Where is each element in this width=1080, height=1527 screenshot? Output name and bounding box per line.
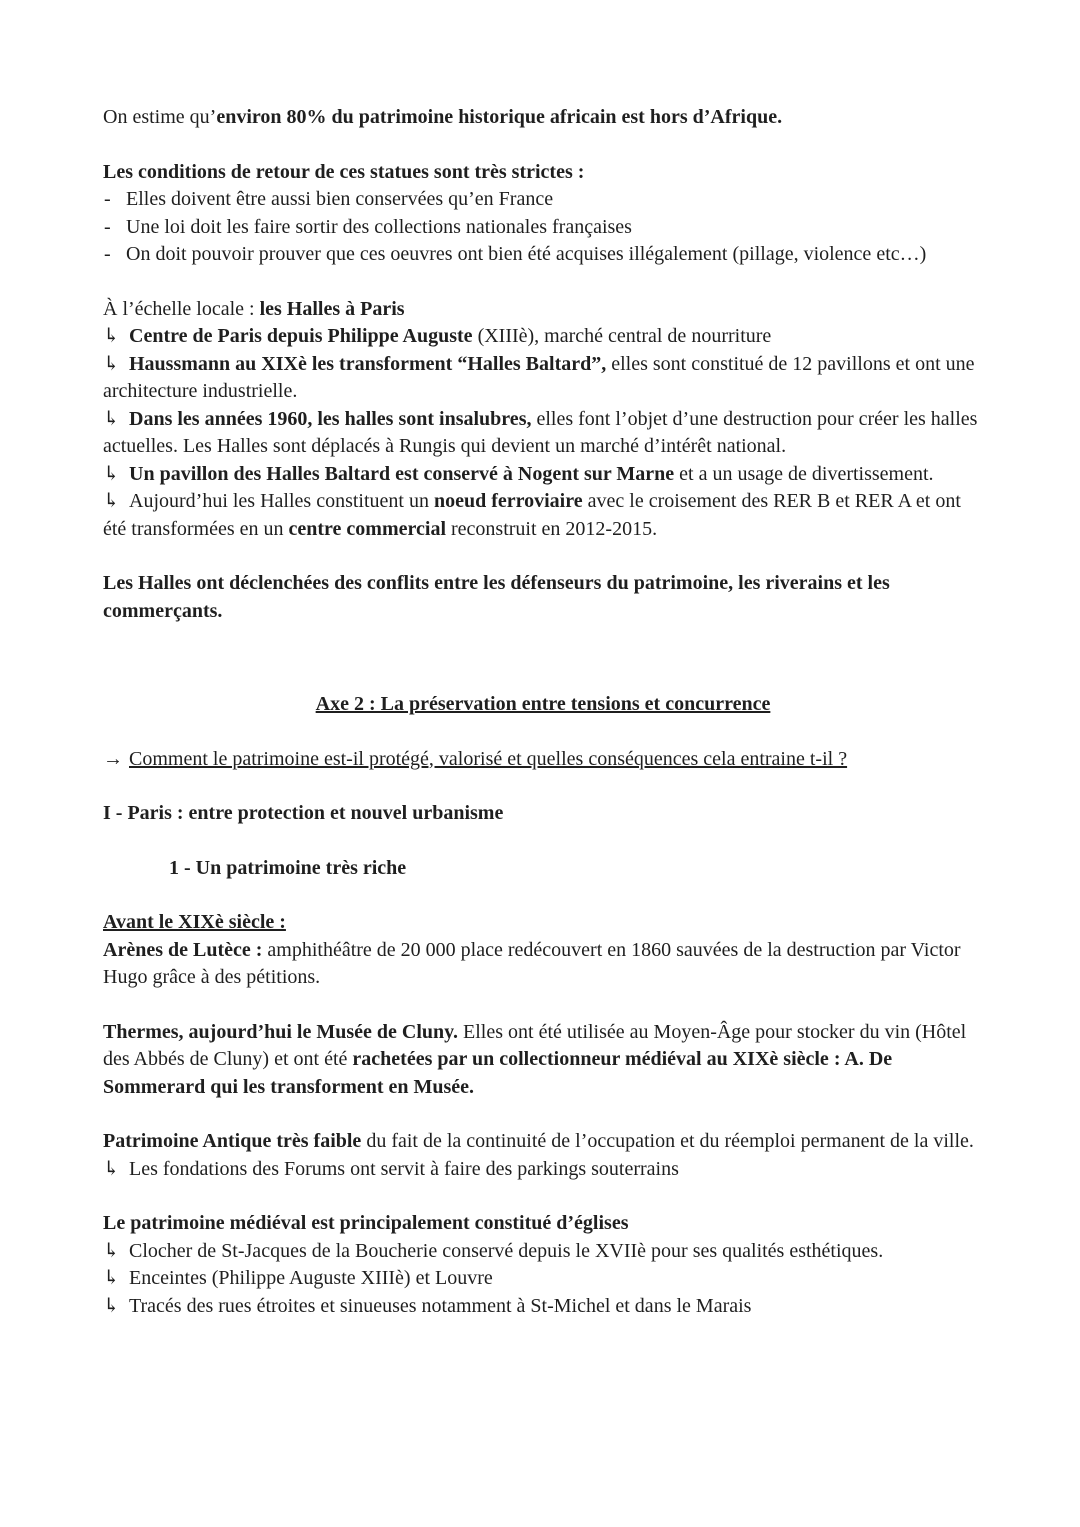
- subsection-heading: 1 - Un patrimoine très riche: [169, 856, 407, 879]
- antique-paragraph: Patrimoine Antique très faible du fait de la continuité de l’occupation et du réemploi permanent de la ville.: [103, 1130, 974, 1152]
- hook-arrow-icon: ↳: [103, 407, 120, 430]
- halles-line-2: ↳ Haussmann au XIXè les transforment “Halles Baltard”, elles sont constitué de 12 pavillons et ont une architecture industrielle.: [103, 352, 975, 402]
- medieval-title: Le patrimoine médiéval est principalement constitué d’églises: [103, 1212, 629, 1234]
- medieval-line-2: ↳ Enceintes (Philippe Auguste XIIIè) et Louvre: [103, 1265, 983, 1293]
- hook-arrow-icon: ↳: [103, 1239, 120, 1262]
- halles-line-3: ↳ Dans les années 1960, les halles sont insalubres, elles font l’objet d’une destruction pour créer les halles actuelles. Les Halles sont déplacés à Rungis qui devient un marché d’intérêt national.: [103, 407, 978, 457]
- section-heading: I - Paris : entre protection et nouvel urbanisme: [103, 802, 504, 824]
- paragraph-estimate: On estime qu’environ 80% du patrimoine historique africain est hors d’Afrique.: [103, 106, 783, 128]
- axe-question: → Comment le patrimoine est-il protégé, valorisé et quelles conséquences cela entraine t-il ?: [103, 746, 983, 774]
- hook-arrow-icon: ↳: [103, 325, 120, 347]
- arenes-paragraph: Arènes de Lutèce : amphithéâtre de 20 000 place redécouvert en 1860 sauvées de la destruction par Victor Hugo grâce à des pétitions.: [103, 938, 961, 988]
- medieval-line-3: ↳ Tracés des rues étroites et sinueuses notamment à St-Michel et dans le Marais: [103, 1293, 983, 1321]
- medieval-line-1: ↳ Clocher de St-Jacques de la Boucherie conservé depuis le XVIIè pour ses qualités esthétiques.: [103, 1238, 983, 1266]
- right-arrow-icon: →: [103, 747, 123, 770]
- list-item: - Elles doivent être aussi bien conservées qu’en France: [103, 186, 983, 214]
- halles-line-1: ↳ Centre de Paris depuis Philippe Auguste (XIIIè), marché central de nourriture: [103, 323, 983, 351]
- document-page: [103, 104, 983, 1320]
- hook-arrow-icon: ↳: [103, 462, 120, 485]
- thermes-paragraph: Thermes, aujourd’hui le Musée de Cluny. Elles ont été utilisée au Moyen-Âge pour stocker du vin (Hôtel des Abbés de Cluny) et ont été rachetées par un collectionneur médiéval au XIXè siècle : A. De Sommerard qui les transforment en Musée.: [103, 1020, 967, 1098]
- halles-conflict: Les Halles ont déclenchées des conflits entre les défenseurs du patrimoine, les riverains et les commerçants.: [103, 572, 890, 622]
- halles-line-5: ↳ Aujourd’hui les Halles constituent un noeud ferroviaire avec le croisement des RER B et RER A et ont été transformées en un centre commercial reconstruit en 2012-2015.: [103, 490, 961, 540]
- hook-arrow-icon: ↳: [103, 1267, 120, 1289]
- hook-arrow-icon: ↳: [103, 352, 120, 375]
- conditions-list: [103, 186, 983, 269]
- halles-line-4: ↳ Un pavillon des Halles Baltard est conservé à Nogent sur Marne et a un usage de divertissement.: [103, 461, 983, 489]
- list-item: - On doit pouvoir prouver que ces oeuvres ont bien été acquises illégalement (pillage, violence etc…): [103, 241, 983, 269]
- forums-line: ↳ Les fondations des Forums ont servit à faire des parkings souterrains: [103, 1156, 983, 1184]
- hook-arrow-icon: ↳: [103, 1157, 120, 1180]
- hook-arrow-icon: ↳: [103, 1294, 120, 1317]
- axe-title: Axe 2 : La préservation entre tensions et concurrence: [315, 693, 771, 715]
- avant-heading: Avant le XIXè siècle :: [103, 911, 286, 933]
- conditions-title: Les conditions de retour de ces statues sont très strictes :: [103, 160, 585, 183]
- hook-arrow-icon: ↳: [103, 490, 120, 512]
- halles-intro: À l’échelle locale : les Halles à Paris: [103, 297, 405, 320]
- list-item: - Une loi doit les faire sortir des collections nationales françaises: [103, 214, 983, 242]
